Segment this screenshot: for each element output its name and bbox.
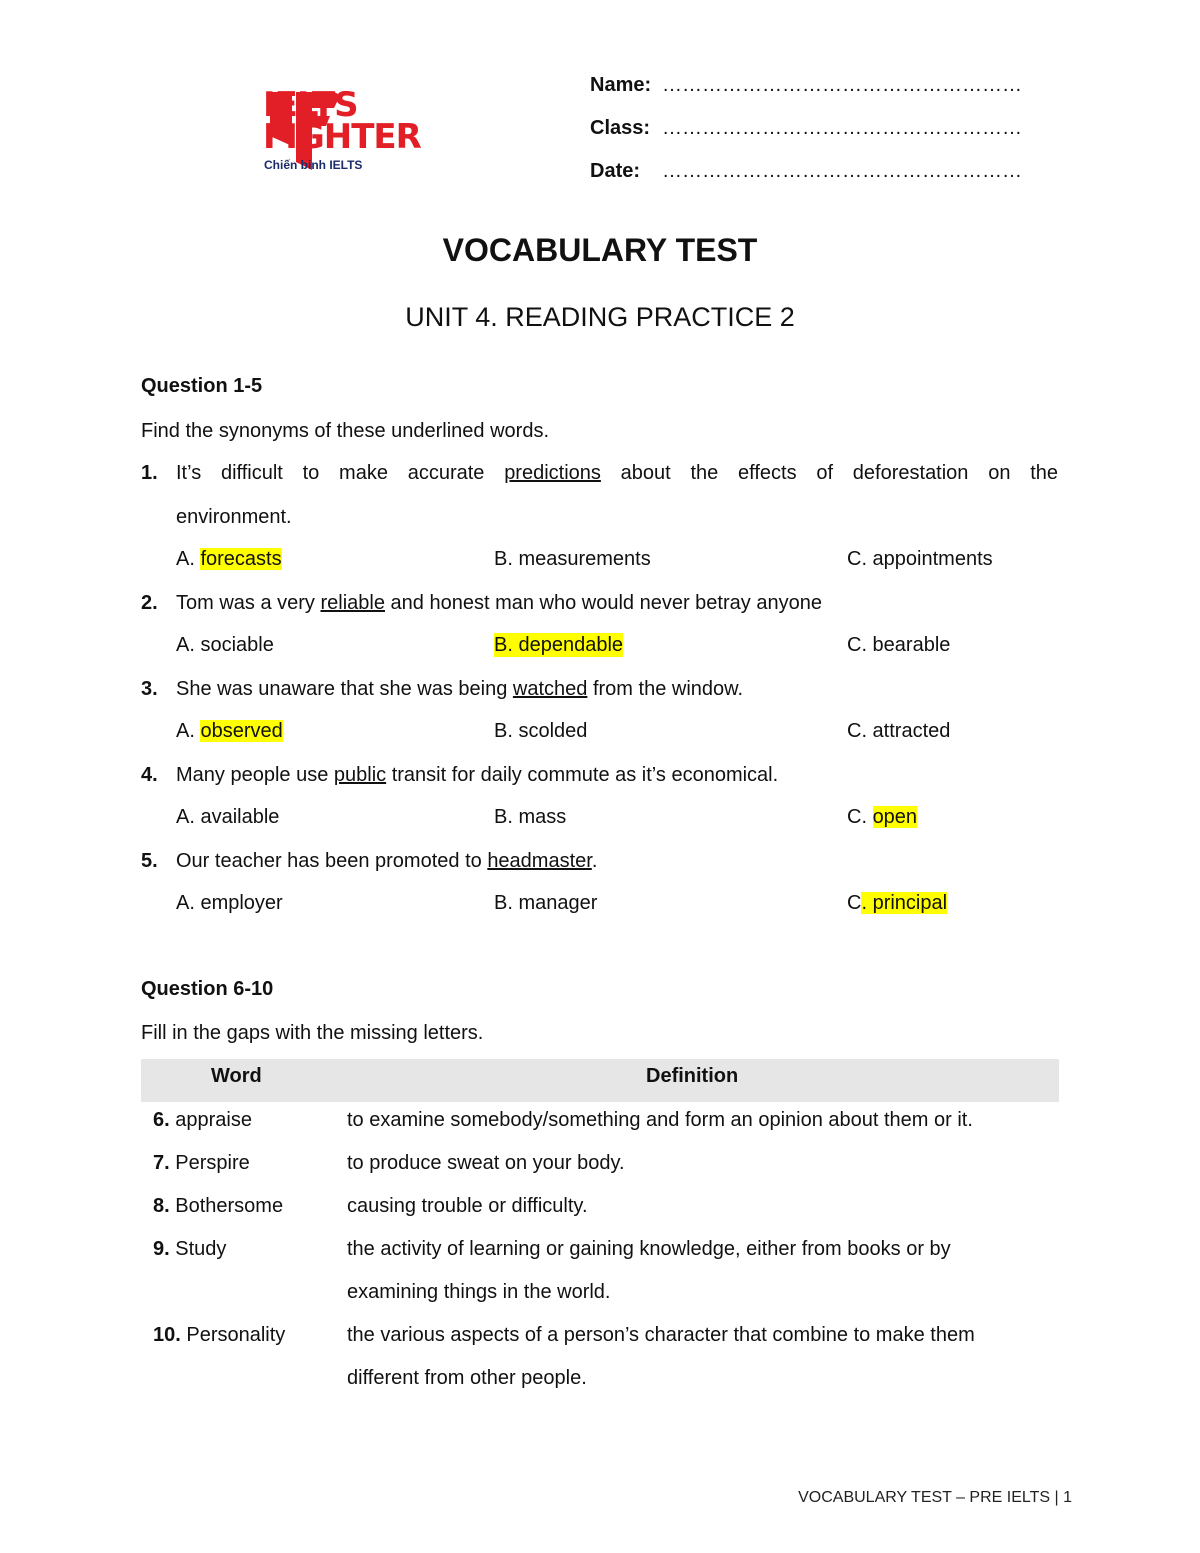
table-row-word: 8. Bothersome [153,1195,284,1217]
name-label: Name: [590,74,652,96]
column-header-word: Word [211,1065,262,1087]
question-4-text: Many people use public transit for daily commute as it’s economical. [176,764,779,786]
option-b[interactable]: B. dependable [494,634,624,656]
option-b[interactable]: B. scolded [494,720,588,742]
answer-highlight: forecasts [200,548,282,570]
table-row-definition-cont: different from other people. [347,1367,587,1389]
option-c[interactable]: C. bearable [847,634,951,656]
answer-highlight: observed [200,720,283,742]
logo-text-fighter: FIGHTER [263,117,421,157]
name-field[interactable] [590,74,1022,97]
section2-heading: Question 6-10 [141,978,274,1000]
option-c[interactable]: C. principal [847,892,948,914]
table-row-word: 7. Perspire [153,1152,250,1174]
question-number: 1. [141,462,158,484]
option-a[interactable]: A. sociable [176,634,274,656]
logo-text-ielts: IELTS [263,85,358,125]
table-row-definition: causing trouble or difficulty. [347,1195,588,1217]
date-blank[interactable]: ……………………………………………… [662,160,1022,182]
option-b[interactable]: B. mass [494,806,567,828]
column-header-definition: Definition [646,1065,739,1087]
underlined-word: reliable [320,592,385,614]
question-number: 3. [141,678,158,700]
option-b[interactable]: B. measurements [494,548,651,570]
section1-instruction: Find the synonyms of these underlined words. [141,420,549,442]
option-a[interactable]: A. available [176,806,280,828]
option-c[interactable]: C. open [847,806,918,828]
underlined-word: watched [512,678,588,700]
question-5-text: Our teacher has been promoted to headmaster. [176,850,598,872]
table-row-definition: the activity of learning or gaining knowledge, either from books or by [347,1238,951,1260]
question-number: 2. [141,592,158,614]
option-b[interactable]: B. manager [494,892,598,914]
table-row-definition: the various aspects of a person’s character that combine to make them [347,1324,975,1346]
table-row-definition: to examine somebody/something and form an opinion about them or it. [347,1109,973,1131]
table-row-word: 6. appraise [153,1109,252,1131]
question-1-continuation: environment. [176,506,292,528]
date-label: Date: [590,160,641,182]
table-header [141,1059,1059,1102]
table-row-definition-cont: examining things in the world. [347,1281,611,1303]
date-field[interactable] [590,160,1022,183]
section2-instruction: Fill in the gaps with the missing letters. [141,1022,484,1044]
question-2-text: Tom was a very reliable and honest man who would never betray anyone [176,592,822,614]
page-footer: VOCABULARY TEST – PRE IELTS | 1 [798,1489,1072,1506]
option-a[interactable]: A. employer [176,892,283,914]
option-c[interactable]: C. appointments [847,548,993,570]
table-row-word: 9. Study [153,1238,227,1260]
class-field[interactable] [590,117,1022,140]
answer-highlight: . principal [861,892,948,914]
underlined-word: public [333,764,387,786]
name-blank[interactable]: ……………………………………………… [662,74,1022,96]
underlined-word: predictions [504,462,601,484]
section1-heading: Question 1-5 [141,375,263,397]
option-a[interactable]: A. forecasts [176,548,282,570]
question-3-text: She was unaware that she was being watched from the window. [176,678,744,700]
question-number: 4. [141,764,158,786]
question-number: 5. [141,850,158,872]
table-row-definition: to produce sweat on your body. [347,1152,625,1174]
answer-highlight: open [872,806,918,828]
page-subtitle: UNIT 4. READING PRACTICE 2 [405,302,795,332]
option-a[interactable]: A. observed [176,720,283,742]
class-label: Class: [590,117,651,139]
page-title: VOCABULARY TEST [442,232,758,268]
question-1-text: It’s difficult to make accurate predictions about the effects of deforestation on the [176,462,1058,484]
logo-tagline: Chiến binh IELTS [264,158,363,172]
class-blank[interactable]: ……………………………………………… [662,117,1022,139]
underlined-word: headmaster [487,850,592,872]
option-c[interactable]: C. attracted [847,720,951,742]
table-row-word: 10. Personality [153,1324,286,1346]
